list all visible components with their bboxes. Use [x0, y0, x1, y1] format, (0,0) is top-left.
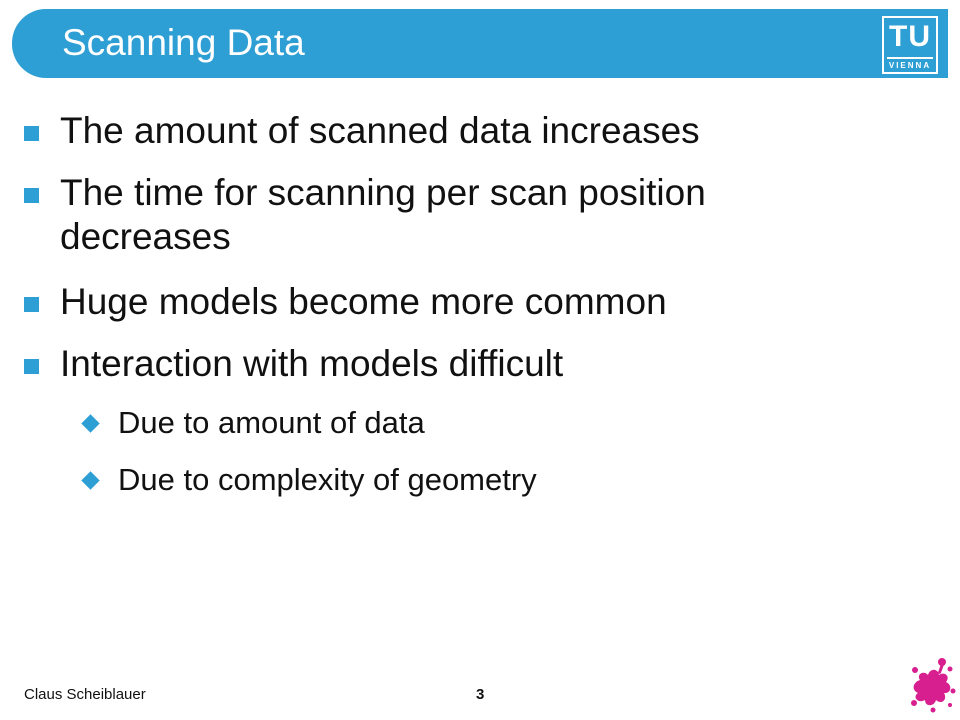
bullet-text: The time for scanning per scan position decreases: [60, 172, 706, 257]
sub-bullet-text: Due to complexity of geometry: [118, 462, 537, 497]
paint-splat-icon: [906, 656, 958, 714]
tu-vienna-logo: [882, 16, 938, 74]
square-bullet-icon: [24, 297, 39, 312]
sub-bullet-item: [118, 403, 818, 443]
bullet-item: [60, 280, 860, 324]
bullet-item: [60, 171, 860, 259]
square-bullet-icon: [24, 359, 39, 374]
bullet-item: [60, 109, 860, 153]
logo-sub-text: VIENNA: [888, 61, 932, 70]
slide-title: Scanning Data: [62, 22, 305, 63]
title-bar: [12, 9, 948, 78]
square-bullet-icon: [24, 188, 39, 203]
bullet-text: The amount of scanned data increases: [60, 110, 700, 151]
bullet-item: [60, 342, 860, 386]
logo-divider: [887, 57, 933, 59]
sub-bullet-text: Due to amount of data: [118, 405, 425, 440]
footer-author: Claus Scheiblauer: [24, 686, 146, 703]
bullet-text: Huge models become more common: [60, 281, 667, 322]
page-number: 3: [476, 686, 485, 703]
bullet-text: Interaction with models difficult: [60, 343, 564, 384]
diamond-bullet-icon: [81, 414, 99, 432]
sub-bullet-item: [118, 460, 818, 500]
logo-main-text: TU: [889, 20, 931, 53]
square-bullet-icon: [24, 126, 39, 141]
diamond-bullet-icon: [81, 471, 99, 489]
